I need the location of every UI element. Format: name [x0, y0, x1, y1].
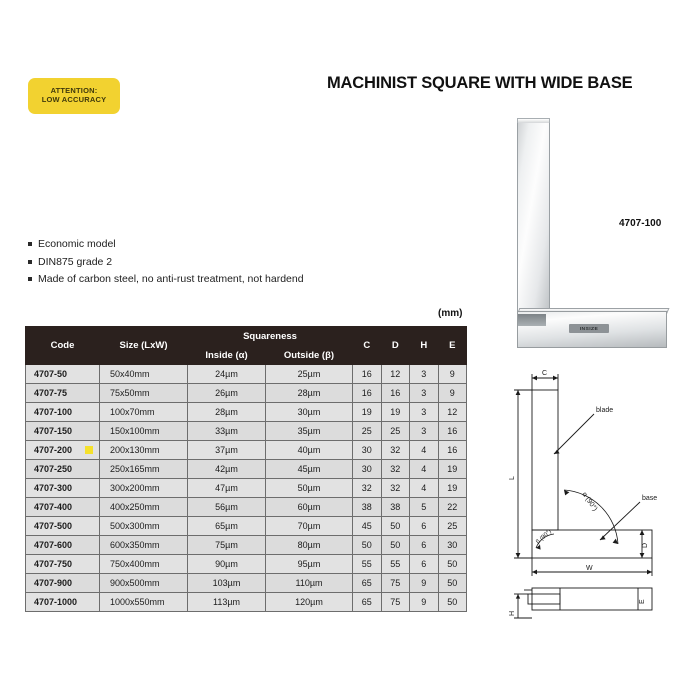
- cell-d: 25: [381, 422, 410, 441]
- cell-inside: 47µm: [188, 479, 266, 498]
- cell-code: 4707-1000: [26, 593, 100, 612]
- feature-text: DIN875 grade 2: [38, 255, 113, 268]
- cell-outside: 60µm: [266, 498, 353, 517]
- cell-c: 38: [353, 498, 382, 517]
- column-header-h: H: [410, 327, 439, 365]
- cell-h: 6: [410, 536, 439, 555]
- technical-drawing: [490, 362, 689, 624]
- cell-inside: 90µm: [188, 555, 266, 574]
- cell-d: 19: [381, 403, 410, 422]
- cell-outside: 40µm: [266, 441, 353, 460]
- cell-inside: 103µm: [188, 574, 266, 593]
- column-header-size: Size (LxW): [100, 327, 188, 365]
- bullet-square-icon: [28, 260, 32, 264]
- cell-d: 50: [381, 536, 410, 555]
- cell-size: 600x350mm: [100, 536, 188, 555]
- cell-size: 500x300mm: [100, 517, 188, 536]
- attention-badge-line2: LOW ACCURACY: [41, 95, 107, 104]
- cell-e: 12: [438, 403, 467, 422]
- column-header-d: D: [381, 327, 410, 365]
- cell-code: 4707-750: [26, 555, 100, 574]
- bullet-square-icon: [28, 277, 32, 281]
- cell-code: 4707-100: [26, 403, 100, 422]
- photo-caption: 4707-100: [619, 218, 662, 229]
- table-row: [26, 593, 467, 612]
- cell-c: 32: [353, 479, 382, 498]
- cell-size: 75x50mm: [100, 384, 188, 403]
- cell-code: 4707-400: [26, 498, 100, 517]
- cell-code: 4707-300: [26, 479, 100, 498]
- cell-c: 45: [353, 517, 382, 536]
- cell-c: 30: [353, 460, 382, 479]
- cell-e: 19: [438, 479, 467, 498]
- column-header-c: C: [353, 327, 382, 365]
- cell-c: 16: [353, 365, 382, 384]
- cell-d: 16: [381, 384, 410, 403]
- table-header-row-1: [26, 327, 467, 346]
- row-highlight-marker: [85, 446, 93, 454]
- cell-size: 150x100mm: [100, 422, 188, 441]
- drawing-label-h: H: [509, 610, 516, 616]
- cell-outside: 30µm: [266, 403, 353, 422]
- attention-badge: [28, 78, 120, 114]
- feature-list: [28, 238, 338, 291]
- table-row: [26, 536, 467, 555]
- cell-size: 100x70mm: [100, 403, 188, 422]
- cell-d: 32: [381, 441, 410, 460]
- cell-code: 4707-50: [26, 365, 100, 384]
- drawing-label-blade: blade: [596, 407, 614, 414]
- drawing-label-beta: β (90°): [535, 528, 553, 546]
- cell-c: 50: [353, 536, 382, 555]
- units-label: (mm): [438, 308, 463, 319]
- column-header-inside: Inside (α): [188, 346, 266, 365]
- attention-badge-line1: ATTENTION:: [50, 86, 98, 96]
- cell-e: 16: [438, 441, 467, 460]
- insize-brand-text: INSIZE: [579, 325, 599, 332]
- table-row: [26, 365, 467, 384]
- cell-d: 32: [381, 479, 410, 498]
- cell-d: 75: [381, 574, 410, 593]
- cell-c: 30: [353, 441, 382, 460]
- cell-outside: 110µm: [266, 574, 353, 593]
- cell-c: 65: [353, 574, 382, 593]
- list-item: [28, 273, 338, 285]
- cell-inside: 37µm: [188, 441, 266, 460]
- cell-e: 22: [438, 498, 467, 517]
- cell-c: 19: [353, 403, 382, 422]
- cell-h: 4: [410, 460, 439, 479]
- cell-outside: 28µm: [266, 384, 353, 403]
- cell-d: 12: [381, 365, 410, 384]
- drawing-label-w: W: [586, 565, 593, 572]
- cell-code: 4707-500: [26, 517, 100, 536]
- table-row: [26, 574, 467, 593]
- list-item: [28, 256, 338, 268]
- cell-size: 900x500mm: [100, 574, 188, 593]
- table-row: [26, 384, 467, 403]
- cell-h: 4: [410, 441, 439, 460]
- drawing-label-d: D: [642, 542, 649, 548]
- cell-h: 3: [410, 422, 439, 441]
- cell-h: 9: [410, 574, 439, 593]
- cell-size: 250x165mm: [100, 460, 188, 479]
- cell-size: 200x130mm: [100, 441, 188, 460]
- table-row: [26, 422, 467, 441]
- cell-e: 50: [438, 593, 467, 612]
- cell-h: 4: [410, 479, 439, 498]
- cell-h: 6: [410, 517, 439, 536]
- table-row: [26, 441, 467, 460]
- cell-e: 19: [438, 460, 467, 479]
- cell-inside: 65µm: [188, 517, 266, 536]
- photo-blade: [517, 118, 550, 328]
- cell-size: 50x40mm: [100, 365, 188, 384]
- cell-size: 300x200mm: [100, 479, 188, 498]
- drawing-label-e: E: [639, 599, 646, 604]
- cell-inside: 113µm: [188, 593, 266, 612]
- table-row: [26, 479, 467, 498]
- drawing-label-alpha: α (90°): [580, 491, 599, 513]
- table-row: [26, 498, 467, 517]
- cell-size: 1000x550mm: [100, 593, 188, 612]
- cell-h: 5: [410, 498, 439, 517]
- feature-text: Made of carbon steel, no anti-rust treatment, not hardend: [38, 273, 304, 285]
- drawing-label-l: L: [509, 476, 516, 480]
- cell-inside: 75µm: [188, 536, 266, 555]
- cell-h: 3: [410, 403, 439, 422]
- cell-inside: 42µm: [188, 460, 266, 479]
- cell-code: 4707-900: [26, 574, 100, 593]
- photo-blade-bevel: [517, 118, 550, 123]
- cell-outside: 95µm: [266, 555, 353, 574]
- cell-c: 65: [353, 593, 382, 612]
- cell-d: 32: [381, 460, 410, 479]
- cell-e: 9: [438, 365, 467, 384]
- cell-e: 16: [438, 422, 467, 441]
- cell-code: 4707-150: [26, 422, 100, 441]
- cell-inside: 56µm: [188, 498, 266, 517]
- cell-c: 16: [353, 384, 382, 403]
- cell-size: 750x400mm: [100, 555, 188, 574]
- cell-outside: 25µm: [266, 365, 353, 384]
- photo-base-notch: [518, 314, 546, 326]
- list-item: [28, 238, 338, 250]
- cell-c: 25: [353, 422, 382, 441]
- page-title: MACHINIST SQUARE WITH WIDE BASE: [327, 74, 633, 92]
- table-row: [26, 403, 467, 422]
- cell-h: 9: [410, 593, 439, 612]
- cell-inside: 28µm: [188, 403, 266, 422]
- cell-e: 25: [438, 517, 467, 536]
- table-row: [26, 517, 467, 536]
- cell-outside: 120µm: [266, 593, 353, 612]
- column-header-code: Code: [26, 327, 100, 365]
- cell-inside: 24µm: [188, 365, 266, 384]
- cell-e: 50: [438, 555, 467, 574]
- cell-d: 55: [381, 555, 410, 574]
- column-header-outside: Outside (β): [266, 346, 353, 365]
- feature-text: Economic model: [38, 238, 116, 250]
- cell-size: 400x250mm: [100, 498, 188, 517]
- cell-outside: 80µm: [266, 536, 353, 555]
- table-body: [26, 365, 467, 612]
- insize-brand-stamp: [569, 324, 609, 333]
- cell-e: 9: [438, 384, 467, 403]
- drawing-label-c: C: [542, 370, 548, 377]
- cell-h: 3: [410, 384, 439, 403]
- cell-outside: 45µm: [266, 460, 353, 479]
- cell-outside: 35µm: [266, 422, 353, 441]
- table-row: [26, 555, 467, 574]
- cell-code: 4707-250: [26, 460, 100, 479]
- cell-code: 4707-600: [26, 536, 100, 555]
- cell-h: 3: [410, 365, 439, 384]
- column-header-e: E: [438, 327, 467, 365]
- cell-d: 38: [381, 498, 410, 517]
- cell-d: 75: [381, 593, 410, 612]
- cell-e: 50: [438, 574, 467, 593]
- cell-d: 50: [381, 517, 410, 536]
- product-photo: [505, 118, 680, 363]
- cell-h: 6: [410, 555, 439, 574]
- cell-inside: 26µm: [188, 384, 266, 403]
- specification-table: [25, 326, 467, 612]
- cell-e: 30: [438, 536, 467, 555]
- bullet-square-icon: [28, 242, 32, 246]
- drawing-label-base: base: [642, 495, 658, 502]
- cell-c: 55: [353, 555, 382, 574]
- cell-code: 4707-75: [26, 384, 100, 403]
- cell-outside: 70µm: [266, 517, 353, 536]
- table-row: [26, 460, 467, 479]
- column-header-squareness: Squareness: [188, 327, 353, 346]
- cell-code: 4707-200: [26, 441, 100, 460]
- cell-outside: 50µm: [266, 479, 353, 498]
- cell-inside: 33µm: [188, 422, 266, 441]
